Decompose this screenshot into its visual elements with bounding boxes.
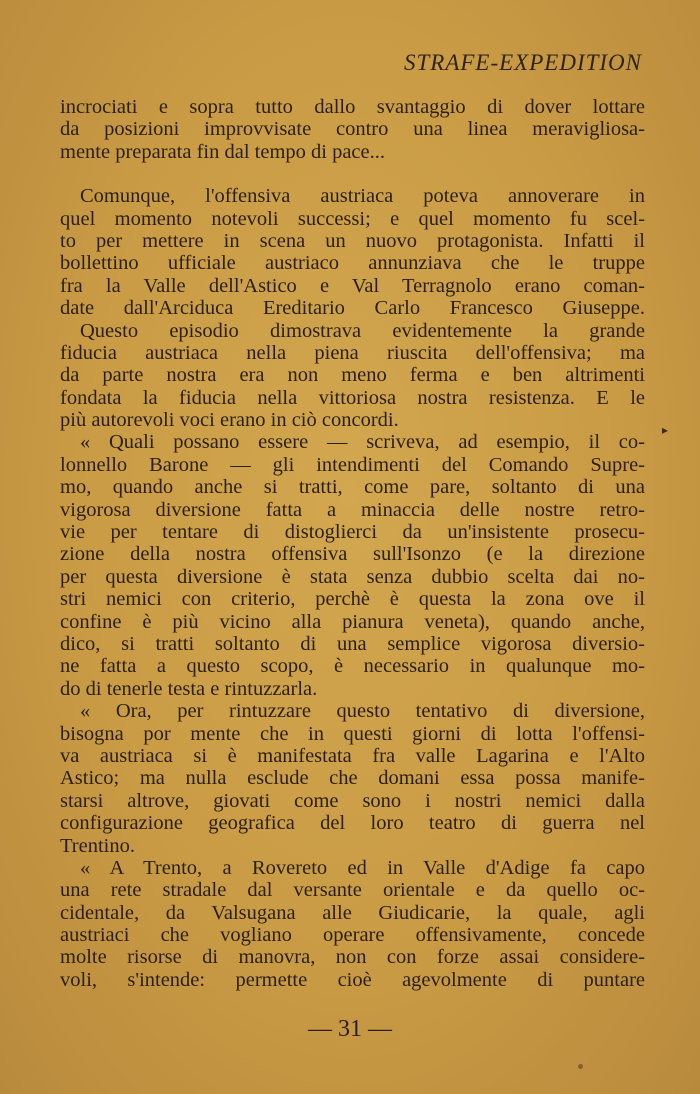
text-line: da posizioni improvvisate contro una linea meravigliosa- <box>60 118 645 141</box>
text-line: più autorevoli voci erano in ciò concordi. <box>60 409 399 432</box>
text-line: « Ora, per rintuzzare questo tentativo di diversione, <box>80 700 645 723</box>
paragraph-gap <box>60 163 645 185</box>
text-line: do di tenerle testa e rintuzzarla. <box>60 677 318 700</box>
text-line: Comunque, l'offensiva austriaca poteva annoverare in <box>80 185 645 208</box>
text-line: vigorosa diversione fatta a minaccia delle nostre retro- <box>60 498 645 521</box>
running-head: STRAFE-EXPEDITION <box>403 50 642 75</box>
paper-speck <box>578 1064 583 1069</box>
text-line: mente preparata fin dal tempo di pace... <box>60 140 386 163</box>
text-line: configurazione geografica del loro teatro di guerra nel <box>60 812 645 835</box>
text-line: una rete stradale dal versante orientale e da quello oc- <box>60 879 645 902</box>
text-line: vie per tentare di distoglierci da un'insistente prosecu- <box>60 521 645 544</box>
text-line: to per mettere in scena un nuovo protagonista. Infatti il <box>60 229 645 252</box>
text-line: ne fatta a questo scopo, è necessario in qualunque mo- <box>60 655 645 678</box>
text-line: fra la Valle dell'Astico e Val Terragnolo erano coman- <box>60 274 645 297</box>
text-line: « A Trento, a Rovereto ed in Valle d'Adige fa capo <box>80 856 645 879</box>
text-line: voli, s'intende: permette cioè agevolmente di puntare <box>60 968 645 991</box>
text-line: cidentale, da Valsugana alle Giudicarie, la quale, agli <box>60 901 645 924</box>
text-line: confine è più vicino alla pianura veneta), quando anche, <box>60 610 645 633</box>
page-number: — 31 — <box>308 1016 392 1042</box>
text-line: austriaci che vogliano operare offensivamente, concede <box>60 924 645 947</box>
text-line: incrociati e sopra tutto dallo svantaggio di dover lottare <box>60 96 645 118</box>
text-line: fiducia austriaca nella piena riuscita dell'offensiva; ma <box>60 341 645 364</box>
text-line: dico, si tratti soltanto di una semplice vigorosa diversio- <box>60 632 645 655</box>
text-line: starsi altrove, giovati come sono i nostri nemici dalla <box>60 789 645 812</box>
text-line: fondata la fiducia nella vittoriosa nostra resistenza. E le <box>60 386 645 409</box>
text-line: lonnello Barone — gli intendimenti del Comando Supre- <box>60 453 645 476</box>
text-line: mo, quando anche si tratti, come pare, soltanto di una <box>60 476 645 499</box>
text-line: bisogna por mente che in questi giorni di lotta l'offensi- <box>60 722 645 745</box>
text-line: Astico; ma nulla esclude che domani essa possa manife- <box>60 767 645 790</box>
text-line: quel momento notevoli successi; e quel momento fu scel- <box>60 207 645 230</box>
text-line: va austriaca si è manifestata fra valle Lagarina e l'Alto <box>60 744 645 767</box>
text-line: Trentino. <box>60 834 135 857</box>
text-line: date dall'Arciduca Ereditario Carlo Francesco Giuseppe. <box>60 297 645 320</box>
body-text <box>60 96 645 991</box>
text-line: molte risorse di manovra, non con forze assai considere- <box>60 946 645 969</box>
text-line: per questa diversione è stata senza dubbio scelta dai no- <box>60 565 645 588</box>
text-line: bollettino ufficiale austriaco annunziava che le truppe <box>60 252 645 275</box>
text-line: zione della nostra offensiva sull'Isonzo (e la direzione <box>60 543 645 566</box>
text-line: da parte nostra era non meno ferma e ben altrimenti <box>60 364 645 387</box>
text-line: stri nemici con criterio, perchè è questa la zona ove il <box>60 588 645 611</box>
text-line: Questo episodio dimostrava evidentemente la grande <box>80 319 645 342</box>
margin-mark: ▸ <box>662 423 669 437</box>
text-line: « Quali possano essere — scriveva, ad esempio, il co- <box>80 431 645 454</box>
